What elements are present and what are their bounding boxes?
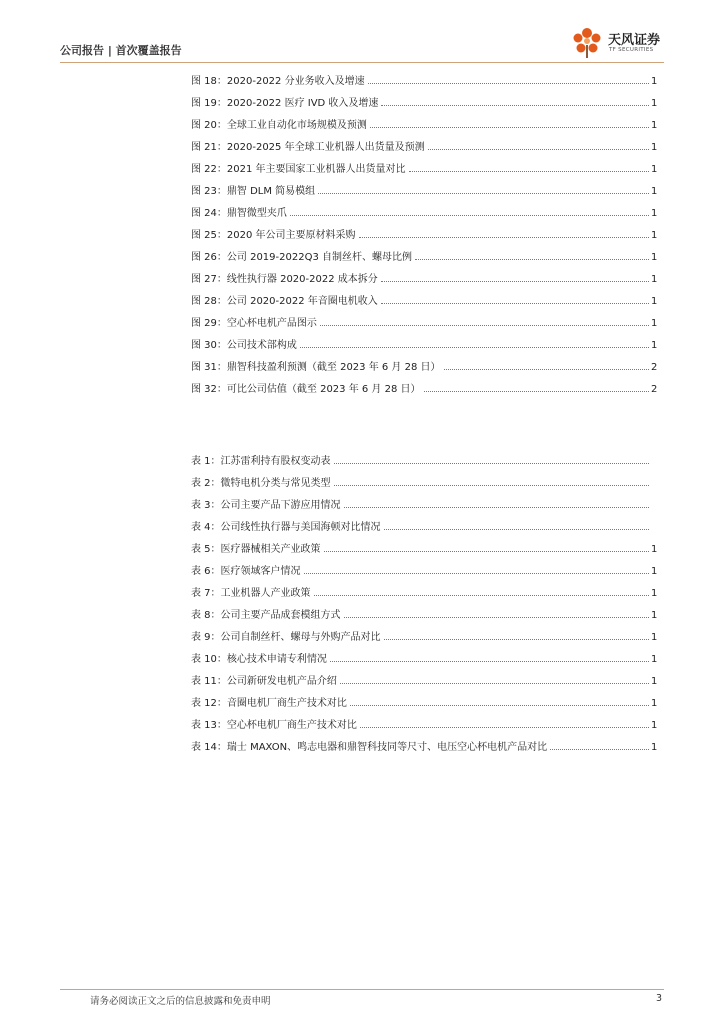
figure-index-entry-label: 图 28：公司 2020-2022 年音圈电机收入 [191, 296, 378, 307]
table-index-entry-page-number: 1 [651, 676, 658, 687]
logo-text-cn: 天风证券 [608, 33, 661, 48]
figure-index-entry[interactable] [191, 175, 657, 197]
figure-index-entry-page-number: 1 [651, 340, 658, 351]
table-index-entry[interactable] [191, 709, 657, 731]
table-index-entry[interactable] [191, 665, 657, 687]
figure-index-entry[interactable] [191, 197, 657, 219]
figure-index-entry[interactable] [191, 285, 657, 307]
dot-leader [370, 126, 649, 128]
dot-leader [359, 236, 649, 238]
table-index-list [191, 445, 657, 753]
table-index-entry-page-number: 1 [651, 610, 658, 621]
dot-leader [304, 572, 649, 574]
table-index-entry[interactable] [191, 489, 657, 511]
figure-index-entry-label: 图 18：2020-2022 分业务收入及增速 [191, 76, 365, 87]
table-index-entry-page-number: 1 [651, 698, 658, 709]
table-index-entry-label: 表 13：空心杯电机厂商生产技术对比 [191, 720, 357, 731]
tf-securities-logo [568, 24, 668, 60]
dot-leader [300, 346, 649, 348]
table-index-entry-label: 表 10：核心技术申请专利情况 [191, 654, 327, 665]
dot-leader [368, 82, 649, 84]
table-index-entry[interactable] [191, 621, 657, 643]
table-index-entry[interactable] [191, 445, 657, 467]
dot-leader [318, 192, 649, 194]
figure-index-entry-page-number: 1 [651, 318, 658, 329]
logo-flower-icon [568, 24, 606, 60]
table-index-entry-page-number: 1 [651, 588, 658, 599]
table-index-entry-page-number: 1 [651, 632, 658, 643]
figure-index-entry[interactable] [191, 131, 657, 153]
figure-index-entry[interactable] [191, 351, 657, 373]
figure-index-entry-page-number: 1 [651, 98, 658, 109]
figure-index-entry-label: 图 31：鼎智科技盈利预测（截至 2023 年 6 月 28 日） [191, 362, 441, 373]
dot-leader [340, 682, 649, 684]
figure-index-entry[interactable] [191, 153, 657, 175]
figure-index-entry-label: 图 30：公司技术部构成 [191, 340, 297, 351]
dot-leader [290, 214, 649, 216]
dot-leader [409, 170, 649, 172]
figure-index-entry[interactable] [191, 241, 657, 263]
footer-divider [60, 989, 664, 990]
logo-text-en: TF SECURITIES [609, 47, 654, 53]
dot-leader [320, 324, 649, 326]
table-index-entry-label: 表 5：医疗器械相关产业政策 [191, 544, 321, 555]
figure-index-entry-label: 图 29：空心杯电机产品图示 [191, 318, 317, 329]
table-index-entry-label: 表 2：微特电机分类与常见类型 [191, 478, 331, 489]
dot-leader [550, 748, 649, 750]
dot-leader [384, 638, 649, 640]
table-index-entry[interactable] [191, 599, 657, 621]
table-index-entry-label: 表 12：音圈电机厂商生产技术对比 [191, 698, 347, 709]
figure-index-entry-page-number: 1 [651, 296, 658, 307]
figure-index-entry-label: 图 27：线性执行器 2020-2022 成本拆分 [191, 274, 378, 285]
figure-index-entry-page-number: 1 [651, 120, 658, 131]
table-index-entry[interactable] [191, 467, 657, 489]
figure-index-entry-page-number: 1 [651, 230, 658, 241]
figure-index-entry-label: 图 25：2020 年公司主要原材料采购 [191, 230, 356, 241]
figure-index-list [191, 65, 657, 395]
table-index-entry-page-number: 1 [651, 566, 658, 577]
table-index-entry-label: 表 3：公司主要产品下游应用情况 [191, 500, 341, 511]
table-index-entry[interactable] [191, 731, 657, 753]
dot-leader [314, 594, 649, 596]
table-index-entry-label: 表 6：医疗领域客户情况 [191, 566, 301, 577]
table-index-entry[interactable] [191, 511, 657, 533]
figure-index-entry-page-number: 2 [651, 384, 658, 395]
dot-leader [350, 704, 649, 706]
figure-index-entry-page-number: 1 [651, 252, 658, 263]
table-index-entry-label: 表 4：公司线性执行器与美国海顿对比情况 [191, 522, 381, 533]
figure-index-entry-label: 图 32：可比公司估值（截至 2023 年 6 月 28 日） [191, 384, 421, 395]
figure-index-entry-page-number: 1 [651, 208, 658, 219]
dot-leader [324, 550, 649, 552]
table-index-entry-label: 表 7：工业机器人产业政策 [191, 588, 311, 599]
table-index-entry-label: 表 1：江苏雷利持有股权变动表 [191, 456, 331, 467]
dot-leader [344, 616, 649, 618]
figure-index-entry-page-number: 1 [651, 142, 658, 153]
header-divider [60, 62, 664, 63]
dot-leader [384, 528, 649, 530]
figure-index-entry[interactable] [191, 65, 657, 87]
figure-index-entry-label: 图 24：鼎智微型夹爪 [191, 208, 287, 219]
dot-leader [334, 462, 649, 464]
table-index-entry-label: 表 8：公司主要产品成套模组方式 [191, 610, 341, 621]
table-index-entry-label: 表 9：公司自制丝杆、螺母与外购产品对比 [191, 632, 381, 643]
figure-index-entry-page-number: 2 [651, 362, 658, 373]
figure-index-entry-label: 图 23：鼎智 DLM 简易模组 [191, 186, 316, 197]
dot-leader [424, 390, 649, 392]
table-index-entry-label: 表 11：公司新研发电机产品介绍 [191, 676, 337, 687]
dot-leader [381, 280, 649, 282]
dot-leader [428, 148, 649, 150]
dot-leader [330, 660, 649, 662]
figure-index-entry-label: 图 26：公司 2019-2022Q3 自制丝杆、螺母比例 [191, 252, 413, 263]
figure-index-entry[interactable] [191, 263, 657, 285]
figure-index-entry[interactable] [191, 219, 657, 241]
figure-index-entry[interactable] [191, 87, 657, 109]
dot-leader [334, 484, 649, 486]
table-index-entry-label: 表 14：瑞士 MAXON、鸣志电器和鼎智科技同等尺寸、电压空心杯电机产品对比 [191, 742, 548, 753]
figure-index-entry-label: 图 20：全球工业自动化市场规模及预测 [191, 120, 367, 131]
figure-index-entry[interactable] [191, 307, 657, 329]
table-index-entry-page-number: 1 [651, 742, 658, 753]
table-index-entry[interactable] [191, 687, 657, 709]
figure-index-entry[interactable] [191, 329, 657, 351]
dot-leader [415, 258, 649, 260]
figure-index-entry-label: 图 21：2020-2025 年全球工业机器人出货量及预测 [191, 142, 425, 153]
figure-index-entry-page-number: 1 [651, 274, 658, 285]
table-index-entry[interactable] [191, 643, 657, 665]
table-index-entry-page-number: 1 [651, 654, 658, 665]
figure-index-entry-page-number: 1 [651, 164, 658, 175]
table-index-entry[interactable] [191, 555, 657, 577]
table-index-entry-page-number: 1 [651, 720, 658, 731]
dot-leader [444, 368, 649, 370]
figure-index-entry-page-number: 1 [651, 76, 658, 87]
footer-disclaimer: 请务必阅读正文之后的信息披露和免责申明 [90, 996, 271, 1007]
dot-leader [381, 104, 649, 106]
figure-index-entry-label: 图 22：2021 年主要国家工业机器人出货量对比 [191, 164, 406, 175]
dot-leader [381, 302, 649, 304]
table-index-entry-page-number: 1 [651, 544, 658, 555]
dot-leader [344, 506, 649, 508]
figure-index-entry[interactable] [191, 109, 657, 131]
header-title: 公司报告 | 首次覆盖报告 [60, 44, 182, 57]
figure-index-entry-page-number: 1 [651, 186, 658, 197]
dot-leader [360, 726, 649, 728]
table-index-entry[interactable] [191, 533, 657, 555]
footer-page-number: 3 [656, 993, 663, 1004]
figure-index-entry[interactable] [191, 373, 657, 395]
figure-index-entry-label: 图 19：2020-2022 医疗 IVD 收入及增速 [191, 98, 379, 109]
table-index-entry[interactable] [191, 577, 657, 599]
